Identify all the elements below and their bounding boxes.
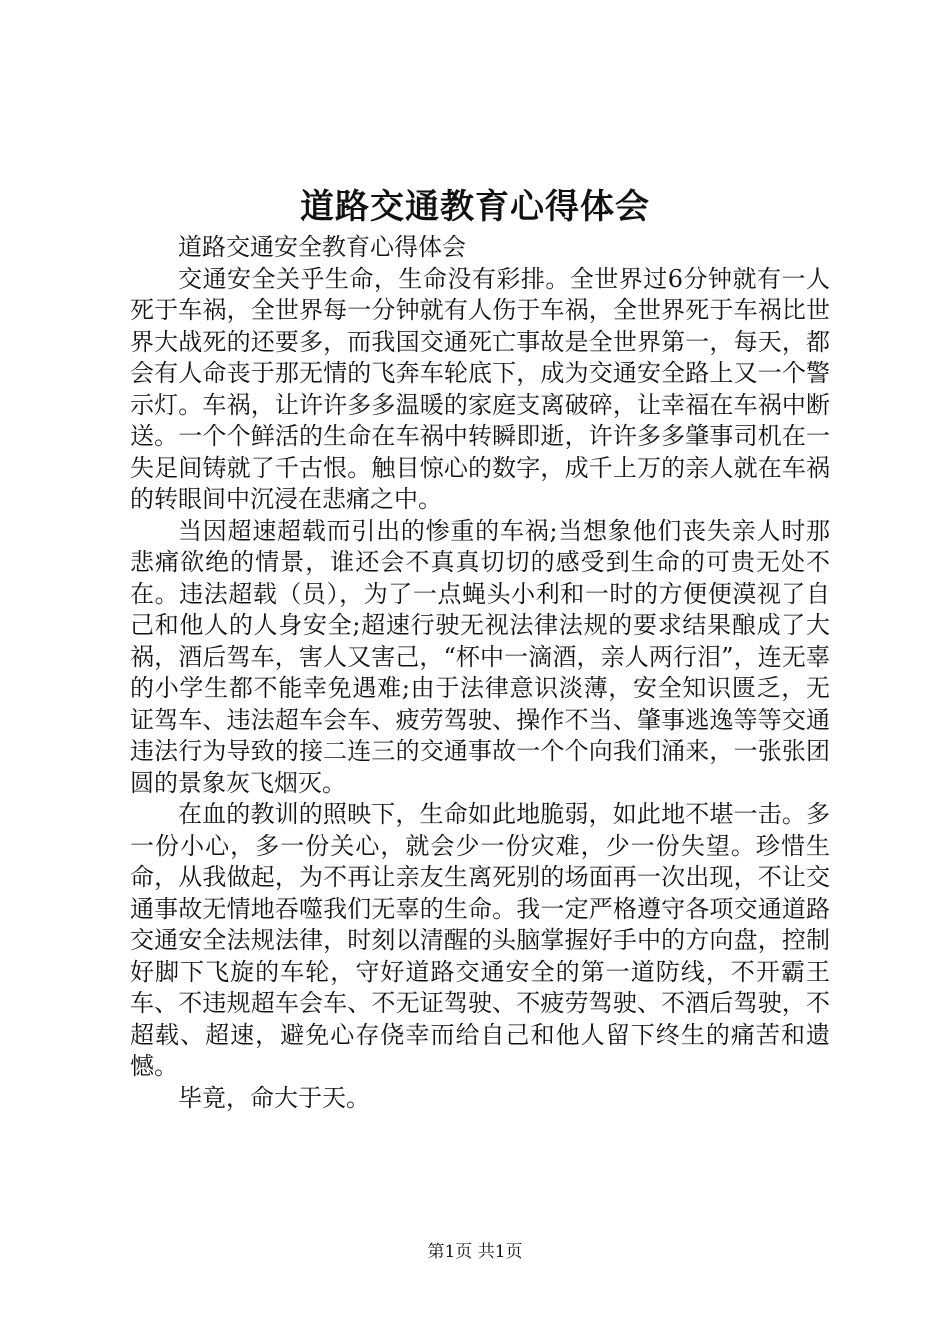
body-paragraph-1: 交通安全关乎生命，生命没有彩排。全世界过6分钟就有一人死于车祸，全世界每一分钟就有人伤于车祸，全世界死于车祸比世界大战死的还要多，而我国交通死亡事故是全世界第一，每天，都会有人命丧于那无情的飞奔车轮底下，成为交通安全路上又一个警示灯。车祸，让许许多多温暖的家庭支离破碎，让幸福在车祸中断送。一个个鲜活的生命在车祸中转瞬即逝，许许多多肇事司机在一失足间铸就了千古恨。触目惊心的数字，成千上万的亲人就在车祸的转眼间中沉浸在悲痛之中。 [130, 264, 830, 513]
document-title: 道路交通教育心得体会 [300, 187, 650, 227]
subtitle-paragraph: 道路交通安全教育心得体会 [178, 233, 466, 261]
closing-paragraph: 毕竟，命大于天。 [178, 1083, 370, 1112]
page-number-footer: 第1页 共1页 [427, 1242, 523, 1262]
document-body [130, 232, 830, 1114]
body-paragraph-2: 当因超速超载而引出的惨重的车祸;当想象他们丧失亲人时那悲痛欲绝的情景，谁还会不真真切切的感受到生命的可贵无处不在。违法超载（员），为了一点蝇头小利和一时的方便便漠视了自己和他人的人身安全;超速行驶无视法律法规的要求结果酿成了大祸，酒后驾车，害人又害己，“杯中一滴酒，亲人两行泪”，连无辜的小学生都不能幸免遇难;由于法律意识淡薄，安全知识匮乏，无证驾车、违法超车会车、疲劳驾驶、操作不当、肇事逃逸等等交通违法行为导致的接二连三的交通事故一个个向我们涌来，一张张团圆的景象灰飞烟灭。 [130, 516, 830, 797]
body-paragraph-3: 在血的教训的照映下，生命如此地脆弱，如此地不堪一击。多一份小心，多一份关心，就会少一份灾难，少一份失望。珍惜生命，从我做起，为不再让亲友生离死别的场面再一次出现，不让交通事故无情地吞噬我们无辜的生命。我一定严格遵守各项交通道路交通安全法规法律，时刻以清醒的头脑掌握好手中的方向盘，控制好脚下飞旋的车轮，守好道路交通安全的第一道防线，不开霸王车、不违规超车会车、不无证驾驶、不疲劳驾驶、不酒后驾驶，不超载、超速，避免心存侥幸而给自己和他人留下终生的痛苦和遗憾。 [130, 800, 830, 1080]
